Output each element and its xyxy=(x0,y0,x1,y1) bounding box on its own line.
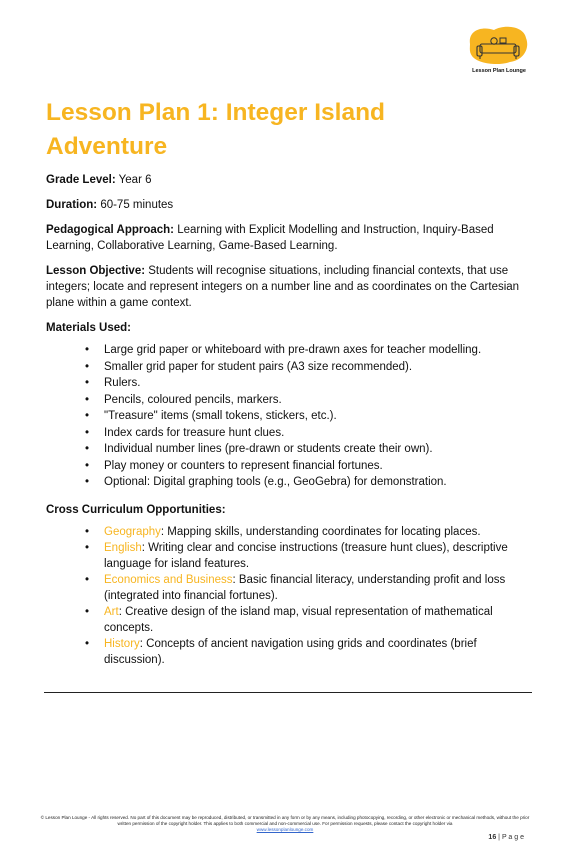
page-separator: | xyxy=(496,834,502,841)
list-item: • Individual number lines (pre-drawn or students create their own). xyxy=(46,441,538,458)
list-item: • Optional: Digital graphing tools (e.g., GeoGebra) for demonstration. xyxy=(46,474,538,491)
subject-description: : Mapping skills, understanding coordinates for locating places. xyxy=(160,525,481,538)
cross-curriculum-heading: Cross Curriculum Opportunities: xyxy=(46,503,226,516)
grade-level-label: Grade Level: xyxy=(46,174,116,186)
list-item xyxy=(46,540,538,572)
copyright-footer xyxy=(40,815,530,834)
subject-name: English xyxy=(104,541,142,554)
page-label: P a g e xyxy=(501,834,524,841)
duration-value: 60-75 minutes xyxy=(100,199,174,211)
lesson-objective xyxy=(46,263,538,311)
list-item xyxy=(46,524,538,540)
section-divider xyxy=(44,692,532,693)
website-link[interactable]: www.lessonplanlounge.com xyxy=(256,827,314,833)
subject-description: : Creative design of the island map, visual representation of mathematical concepts. xyxy=(104,605,493,634)
objective-value: Students will recognise situations, including financial contexts, that use integers; locate and represent integers on a number line and as coordinates on the Cartesian plane within a game context. xyxy=(46,265,520,309)
list-item: • Smaller grid paper for student pairs (A3 size recommended). xyxy=(46,359,538,376)
sofa-icon xyxy=(464,24,534,68)
materials-heading: Materials Used: xyxy=(46,322,132,334)
list-item xyxy=(46,636,538,668)
list-item: • Rulers. xyxy=(46,375,538,392)
cross-curriculum-list xyxy=(46,524,538,668)
subject-name: Geography xyxy=(104,525,161,538)
approach-label: Pedagogical Approach: xyxy=(46,224,175,236)
list-item: • "Treasure" items (small tokens, stickers, etc.). xyxy=(46,408,538,425)
subject-name: Art xyxy=(104,605,119,618)
logo-text: Lesson Plan Lounge xyxy=(472,68,526,74)
page-title: Lesson Plan 1: Integer Island Adventure xyxy=(46,99,386,160)
list-item: • Index cards for treasure hunt clues. xyxy=(46,425,538,442)
subject-name: Economics and Business xyxy=(104,573,233,586)
list-item: • Large grid paper or whiteboard with pre-drawn axes for teacher modelling. xyxy=(46,342,538,359)
list-item: • Play money or counters to represent financial fortunes. xyxy=(46,458,538,475)
subject-description: : Concepts of ancient navigation using grids and coordinates (brief discussion). xyxy=(104,637,477,666)
objective-label: Lesson Objective: xyxy=(46,265,146,277)
approach-value: Learning with Explicit Modelling and Instruction, Inquiry-Based Learning, Collaborative Learning, Game-Based Learning. xyxy=(46,224,494,252)
list-item xyxy=(46,572,538,604)
duration xyxy=(46,197,538,213)
duration-label: Duration: xyxy=(46,199,98,211)
page-number-value: 16 xyxy=(488,834,497,841)
materials-list xyxy=(46,342,538,491)
lesson-body xyxy=(46,172,538,668)
brand-logo xyxy=(464,24,534,80)
list-item: • Pencils, coloured pencils, markers. xyxy=(46,392,538,409)
list-item xyxy=(46,604,538,636)
subject-description: : Basic financial literacy, understanding profit and loss (integrated into financial fortunes). xyxy=(104,573,506,602)
page-number xyxy=(488,834,524,841)
subject-name: History xyxy=(104,637,140,650)
subject-description: : Writing clear and concise instructions (treasure hunt clues), descriptive language for island features. xyxy=(104,541,508,570)
grade-level-value: Year 6 xyxy=(118,174,152,186)
copyright-text: © Lesson Plan Lounge - All rights reserved. No part of this document may be reproduced, distributed, or transmitted in any form or by any means, including photocopying, recording, or other electronic or mechanical methods, without the prior written permission of the copyright holder. This applies to both commercial and non-commercial use. For permission requests, please contact the copyright holder via xyxy=(40,815,530,827)
pedagogical-approach xyxy=(46,222,538,254)
grade-level xyxy=(46,172,538,188)
